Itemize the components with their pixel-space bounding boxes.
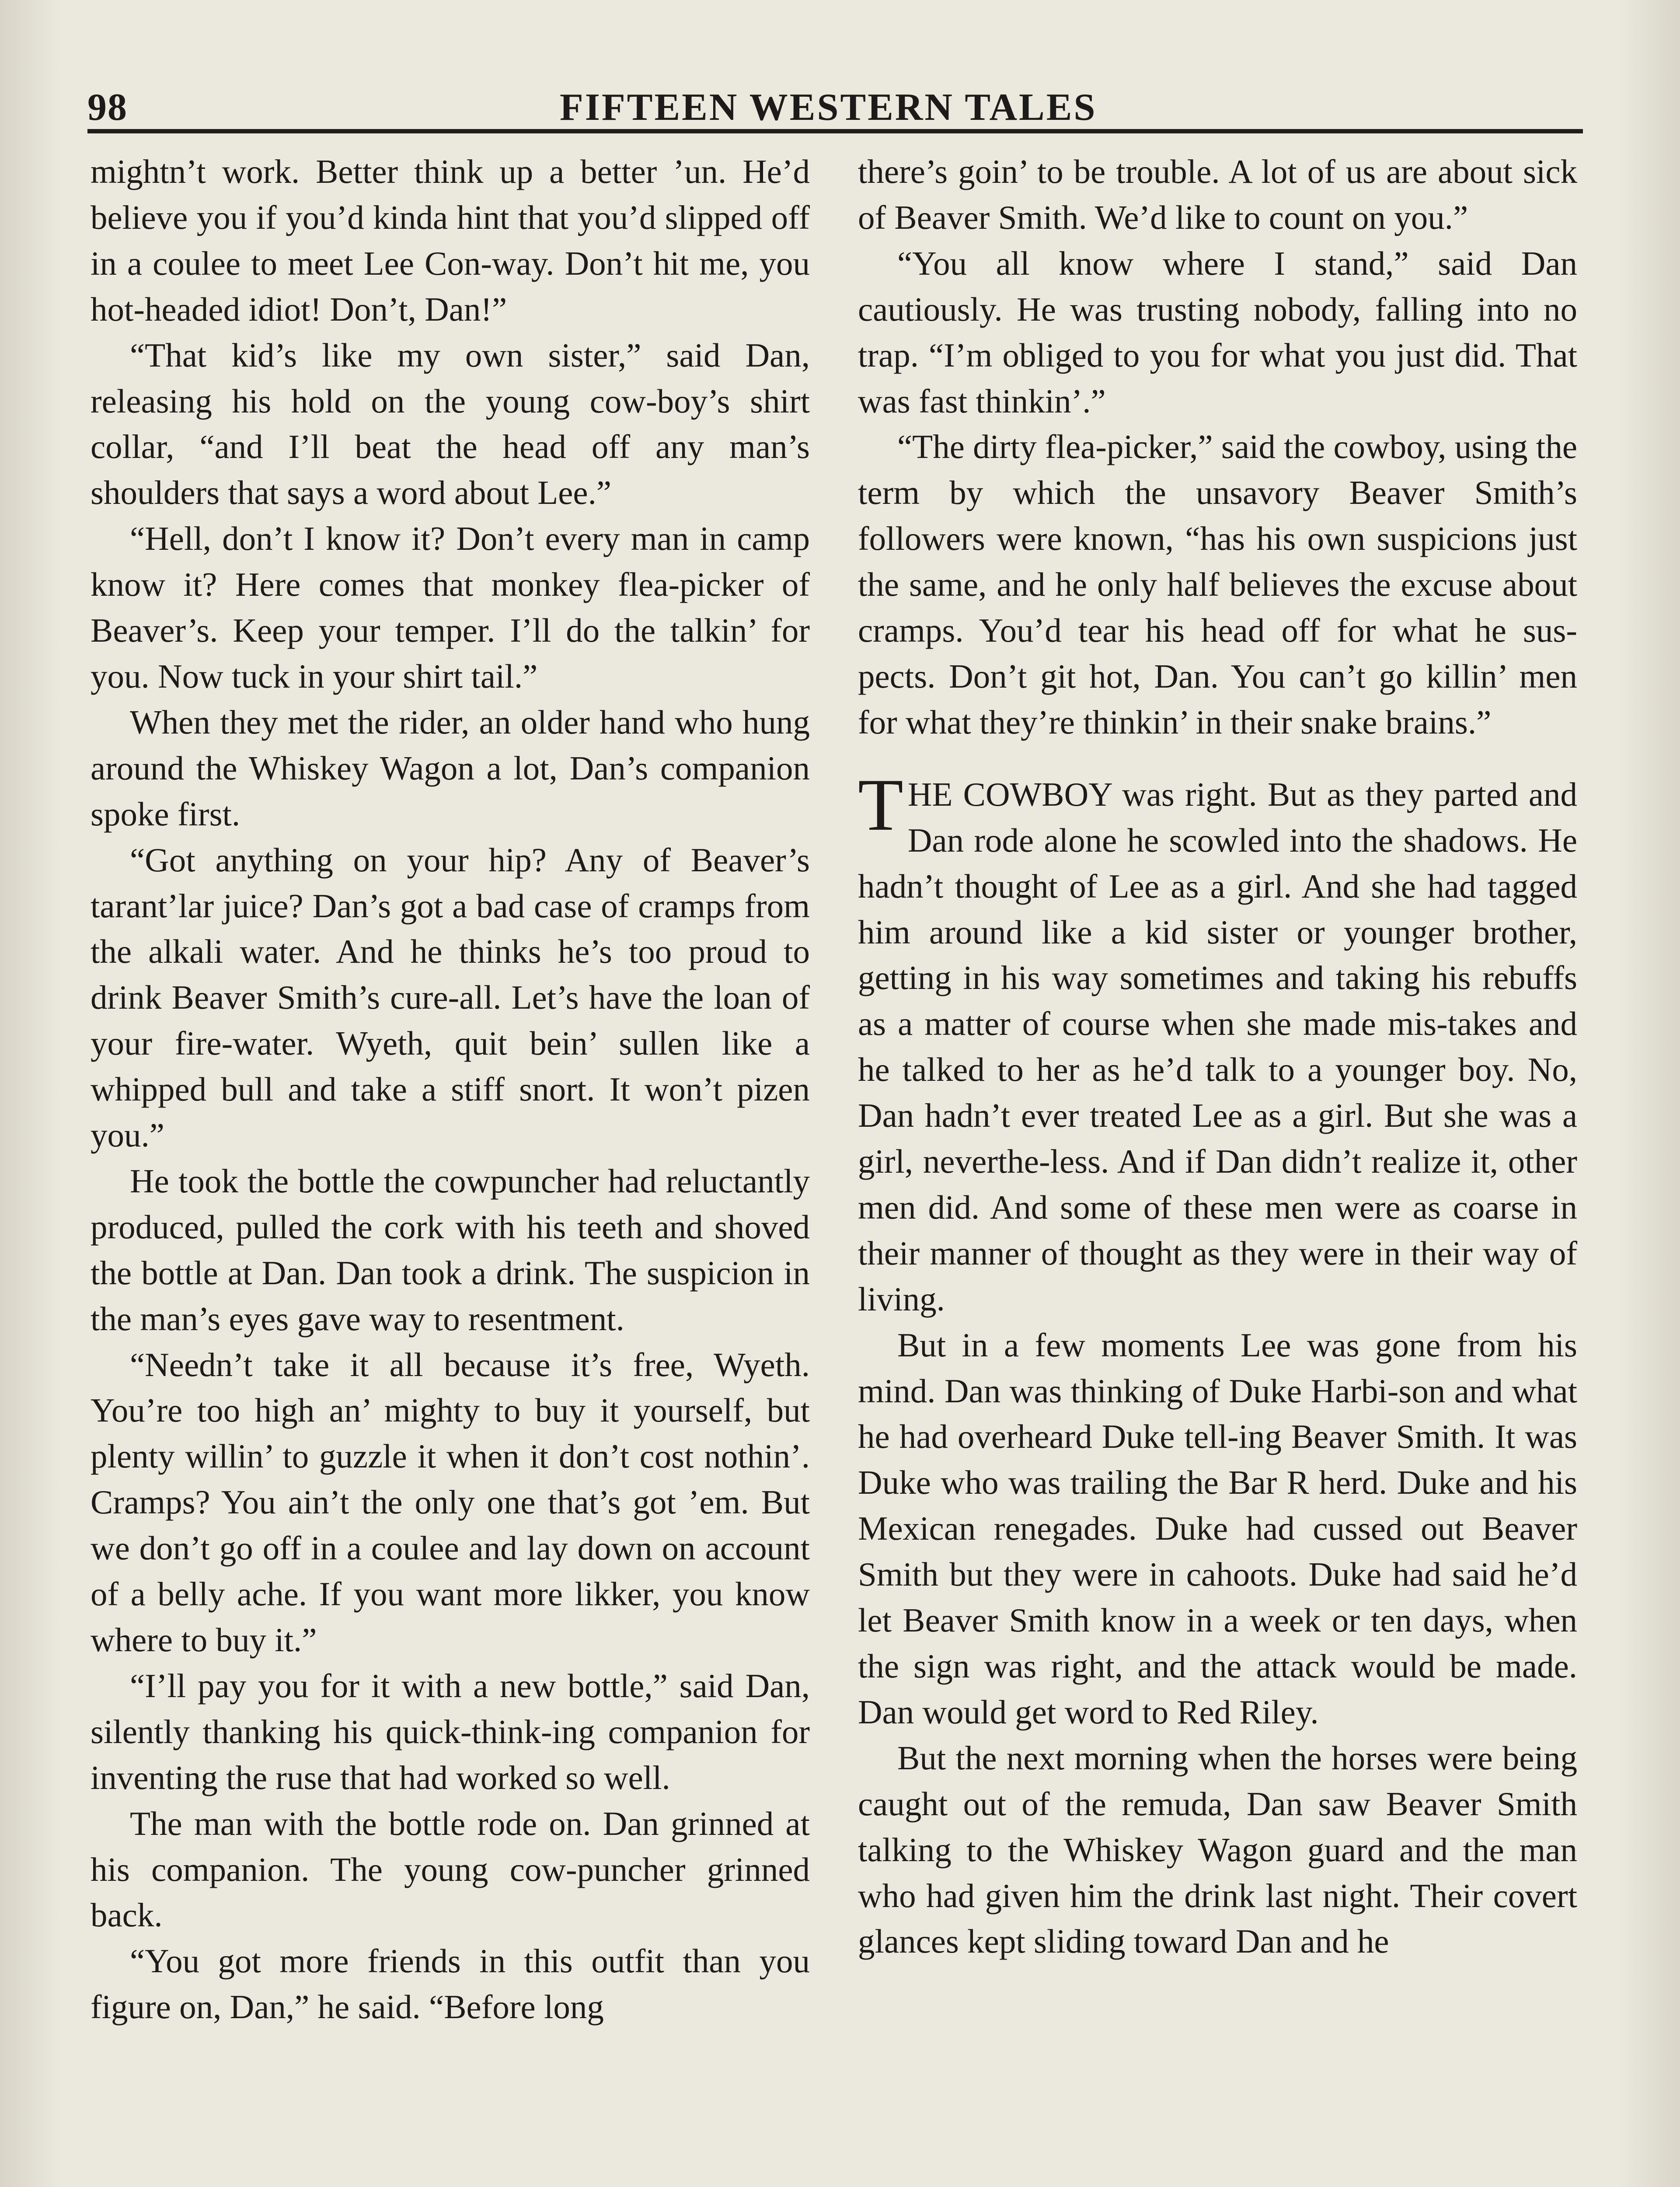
paragraph: He took the bottle the cowpuncher had reluctantly produced, pulled the cork with his teeth and shoved the bottle at Dan. Dan took a drink. The suspicion in the man’s eyes gave way to resentment.	[91, 1162, 810, 1338]
header-rule	[87, 129, 1583, 133]
paragraph: “I’ll pay you for it with a new bottle,” said Dan, silently thanking his quick-think-ing companion for inventing the ruse that had worked so well.	[91, 1666, 810, 1796]
section-opening-paragraph	[858, 763, 1577, 1322]
paragraph: “The dirty flea-picker,” said the cowboy, using the term by which the unsavory Beaver Smith’s followers were known, “has his own suspicions just the same, and he only half believes the excuse about cramps. You’d tear his head off for what he sus-pects. Don’t git hot, Dan. You can’t go killin’ men for what they’re thinkin’ in their snake brains.”	[858, 428, 1577, 741]
right-column	[858, 149, 1577, 2187]
paragraph: But the next morning when the horses were being caught out of the remuda, Dan saw Beaver Smith talking to the Whiskey Wagon guard and the man who had given him the drink last night. Their covert glances kept sliding toward Dan and he	[858, 1739, 1577, 1960]
paragraph: mightn’t work. Better think up a better ’un. He’d believe you if you’d kinda hint that you’d slipped off in a coulee to meet Lee Con-way. Don’t hit me, you hot-headed idiot! Don’t, Dan!”	[91, 153, 810, 328]
paragraph: “You all know where I stand,” said Dan cautiously. He was trusting nobody, falling into no trap. “I’m obliged to you for what you just did. That was fast thinkin’.”	[858, 244, 1577, 420]
running-title: FIFTEEN WESTERN TALES	[560, 86, 1097, 129]
paragraph: But in a few moments Lee was gone from his mind. Dan was thinking of Duke Harbi-son and what he had overheard Duke tell-ing Beaver Smith. It was Duke who was trailing the Bar R herd. Duke and his Mexican renegades. Duke had cussed out Beaver Smith but they were in cahoots. Duke had said he’d let Beaver Smith know in a week or ten days, when the sign was right, and the attack would be made. Dan would get word to Red Riley.	[858, 1326, 1577, 1731]
paragraph: “Needn’t take it all because it’s free, Wyeth. You’re too high an’ mighty to buy it yourself, but plenty willin’ to guzzle it when it don’t cost nothin’. Cramps? You ain’t the only one that’s got ’em. But we don’t go off in a coulee and lay down on account of a belly ache. If you want more likker, you know where to buy it.”	[91, 1345, 810, 1659]
paragraph: When they met the rider, an older hand who hung around the Whiskey Wagon a lot, Dan’s companion spoke first.	[91, 703, 810, 833]
page-header	[87, 77, 1587, 138]
paragraph: “That kid’s like my own sister,” said Dan, releasing his hold on the young cow-boy’s shirt collar, “and I’ll beat the head off any man’s shoulders that says a word about Lee.”	[91, 336, 810, 512]
paragraph: “You got more friends in this outfit than you figure on, Dan,” he said. “Before long	[91, 1942, 810, 2026]
paragraph: there’s goin’ to be trouble. A lot of us are about sick of Beaver Smith. We’d like to count on you.”	[858, 153, 1577, 236]
left-column	[91, 149, 810, 2187]
page-number: 98	[87, 86, 128, 129]
paragraph: “Hell, don’t I know it? Don’t every man in camp know it? Here comes that monkey flea-picker of Beaver’s. Keep your temper. I’ll do the talkin’ for you. Now tuck in your shirt tail.”	[91, 520, 810, 695]
drop-cap: T	[858, 763, 903, 846]
paragraph: “Got anything on your hip? Any of Beaver’s tarant’lar juice? Dan’s got a bad case of cramps from the alkali water. And he thinks he’s too proud to drink Beaver Smith’s cure-all. Let’s have the loan of your fire-water. Wyeth, quit bein’ sullen like a whipped bull and take a stiff snort. It won’t pizen you.”	[91, 841, 810, 1154]
paragraph: The man with the bottle rode on. Dan grinned at his companion. The young cow-puncher grinned back.	[91, 1804, 810, 1934]
section-text: HE COWBOY was right. But as they parted and Dan rode alone he scowled into the shadows. He hadn’t thought of Lee as a girl. And she had tagged him around like a kid sister or younger brother, getting in his way sometimes and taking his rebuffs as a matter of course when she made mis-takes and he talked to her as he’d talk to a younger boy. No, Dan hadn’t ever treated Lee as a girl. But she was a girl, neverthe-less. And if Dan didn’t realize it, other men did. And some of these men were as coarse in their manner of thought as they were in their way of living.	[858, 775, 1577, 1318]
